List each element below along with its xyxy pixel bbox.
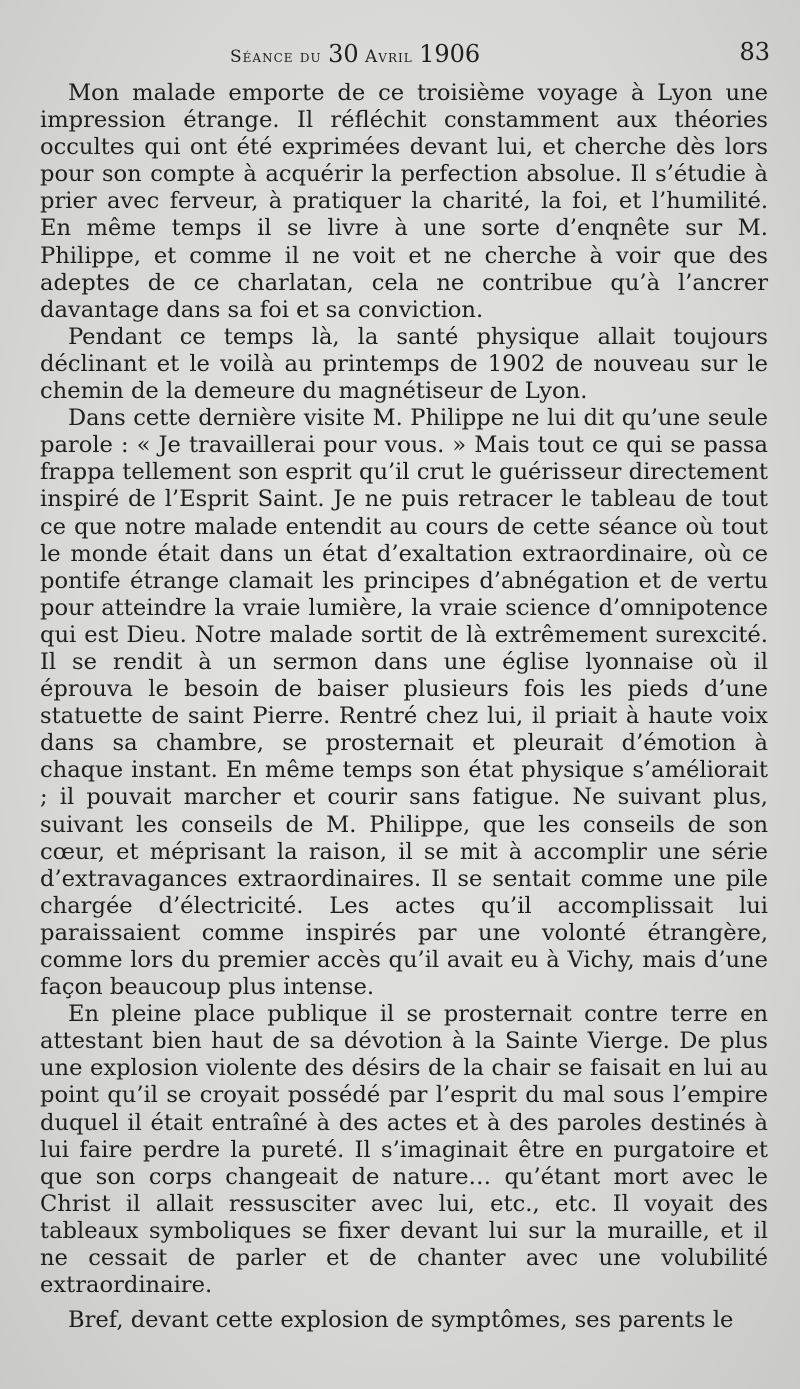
paragraph: Dans cette dernière visite M. Philippe ne lui dit qu’une seule parole : « Je travaillerai pour vous. » Mais tout ce qui se passa frappa tellement son esprit qu’il crut le guérisseur directement inspiré de l’Esprit Saint. Je ne puis retracer le tableau de tout ce que notre malade entendit au cours de cette séance où tout le monde était dans un état d’exaltation extraordinaire, où ce pontife étrange clamait les principes d’abnégation et de vertu pour atteindre la vraie lumière, la vraie science d’omnipotence qui est Dieu. Notre malade sortit de là extrêmement surexcité. Il se rendit à un sermon dans une église lyonnaise où il éprouva le besoin de baiser plusieurs fois les pieds d’une statuette de saint Pierre. Rentré chez lui, il priait à haute voix dans sa chambre, se prosternait et pleurait d’émotion à chaque instant. En même temps son état physique s’améliorait ; il pouvait marcher et courir sans fatigue. Ne suivant plus, suivant les conseils de M. Philippe, que les conseils de son cœur, et méprisant la raison, il se mit à accomplir une série d’extravagances extraordinaires. Il se sentait comme une pile chargée d’électricité. Les actes qu’il accomplissait lui paraissaient comme inspirés par une volonté étrangère, comme lors du premier accès qu’il avait eu à Vichy, mais d’une façon beaucoup plus intense. — [40, 405, 768, 1001]
running-title-day: 30 — [328, 40, 359, 68]
paragraph: Mon malade emporte de ce troisième voyage à Lyon une impression étrange. Il réfléchit constamment aux théories occultes qui ont été exprimées devant lui, et cherche dès lors pour son compte à acquérir la perfection absolue. Il s’étudie à prier avec ferveur, à pratiquer la charité, la foi, et l’humilité. En même temps il se livre à une sorte d’enqnête sur M. Philippe, et comme il ne voit et ne cherche à voir que des adeptes de ce charlatan, cela ne contribue qu’à l’ancrer davantage dans sa foi et sa conviction. — [40, 80, 768, 323]
running-title-month: Avril — [358, 47, 420, 67]
body-text — [40, 80, 768, 1334]
running-title-prefix: Séance du — [230, 47, 329, 67]
running-title — [230, 40, 480, 68]
page-number: 83 — [739, 38, 770, 66]
paragraph: Pendant ce temps là, la santé physique allait toujours déclinant et le voilà au printemps de 1902 de nouveau sur le chemin de la demeure du magnétiseur de Lyon. — [40, 323, 768, 405]
paragraph: En pleine place publique il se prosternait contre terre en attestant bien haut de sa dévotion à la Sainte Vierge. De plus une explosion violente des désirs de la chair se faisait en lui au point qu’il se croyait possédé par l’esprit du mal sous l’empire duquel il était entraîné à des actes et à des paroles destinés à lui faire perdre la pureté. Il s’imaginait être en purgatoire et que son corps changeait de nature… qu’étant mort avec le Christ il allait ressusciter avec lui, etc., etc. Il voyait des tableaux symboliques se fixer devant lui sur la muraille, et il ne cessait de parler et de chanter avec une volubilité extraordinaire. — [40, 1001, 768, 1299]
running-title-year: 1906 — [419, 40, 481, 68]
page-header — [0, 38, 800, 74]
paragraph: Bref, devant cette explosion de symptômes, ses parents le — [68, 1307, 734, 1334]
